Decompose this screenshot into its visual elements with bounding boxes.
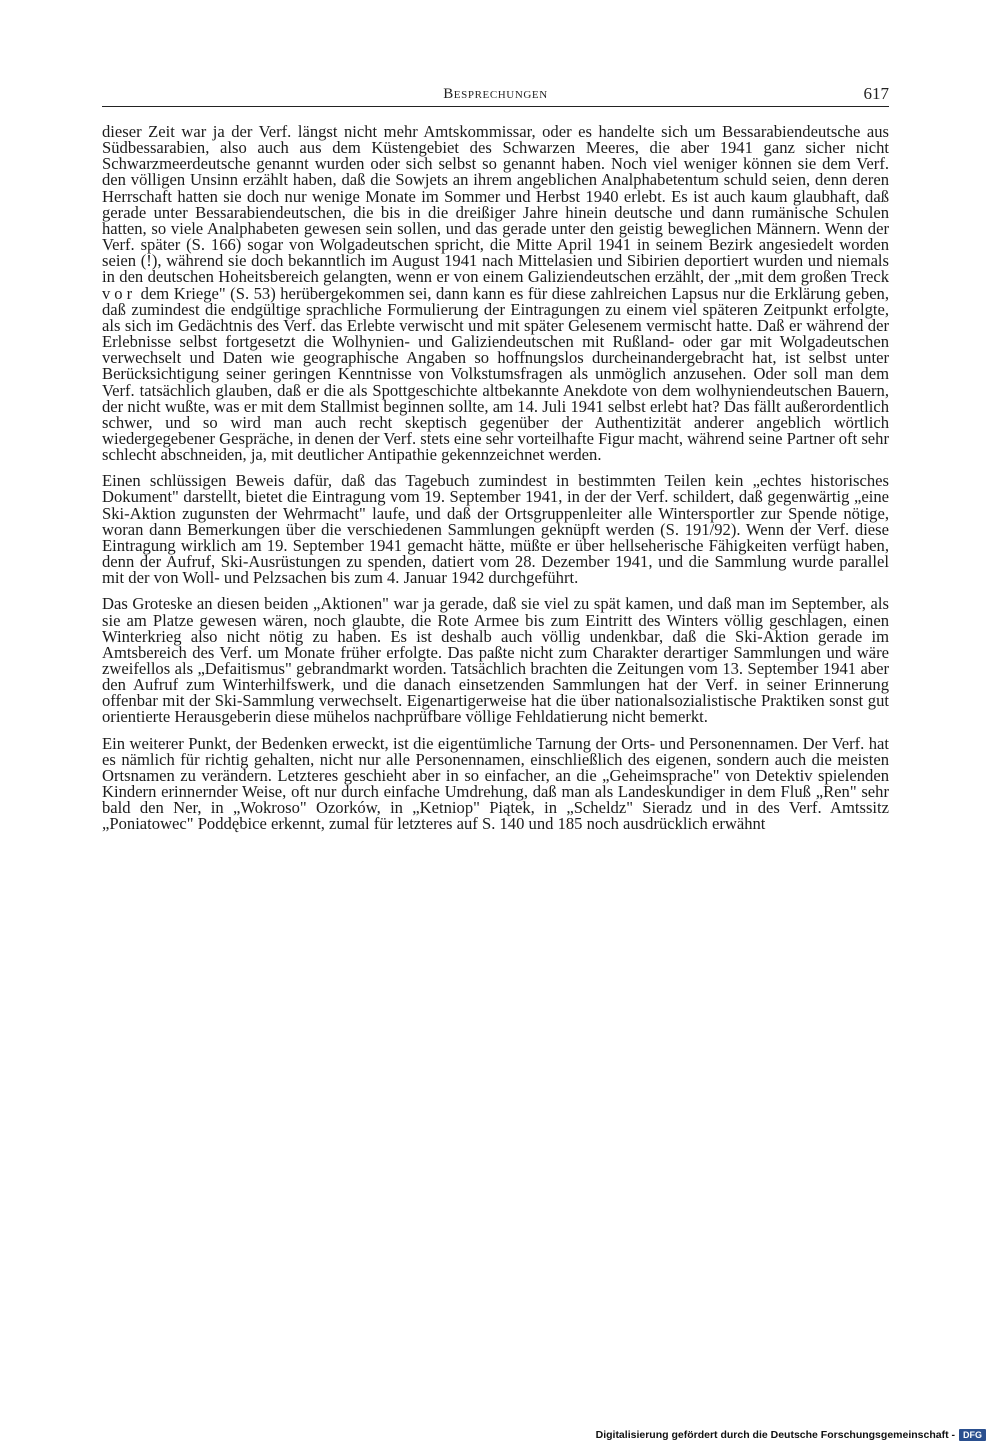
- paragraph-3: Das Groteske an diesen beiden „Aktionen" war ja gerade, daß sie viel zu spät kamen, und daß man im September, als sie am Platze gewesen wären, noch glaubte, die Rote Armee bis zum Eintritt des Winters völlig geschlagen, einen Winterkrieg also nicht nötig zu haben. Es ist deshalb auch völlig undenkbar, daß die Ski-Aktion gerade im Amtsbereich des Verf. um Monate früher erfolgte. Das paßte nicht zum Charakter derartiger Sammlungen und wäre zweifellos als „Defaitismus" gebrandmarkt worden. Tatsächlich brachten die Zeitungen vom 13. September 1941 aber den Aufruf zum Winterhilfswerk, und die danach einsetzenden Sammlungen hat der Verf. in seiner Erinnerung offenbar mit der Ski-Sammlung verwechselt. Eigenartigerweise hat die über nationalsozialistische Praktiken sonst gut orientierte Herausgeberin diese mühelos nachprüfbare völlige Fehldatierung nicht bemerkt.: [102, 594, 889, 727]
- spaced-emphasis: vor: [102, 283, 137, 303]
- digitization-footer: [596, 1429, 986, 1441]
- body-text: [102, 124, 889, 833]
- footer-text: Digitalisierung gefördert durch die Deutsche Forschungsgemeinschaft -: [595, 1429, 955, 1441]
- paragraph-2: Einen schlüssigen Beweis dafür, daß das Tagebuch zumindest in bestimmten Teilen kein „echtes historisches Dokument" darstellt, bietet die Eintragung vom 19. September 1941, in der der Verf. schildert, daß gegenwärtig „eine Ski-Aktion zugunsten der Wehrmacht" laufe, und daß der Ortsgruppenleiter alle Wintersportler zur Spende nötige, woran dann Bemerkungen über die verschiedenen Sammlungen geknüpft werden (S. 191/92). Wenn der Verf. diese Eintragung wirklich am 19. September 1941 gemacht hätte, müßte er über hellseherische Fähigkeiten verfügt haben, denn der Aufruf, Ski-Ausrüstungen zu spenden, datiert vom 28. Dezember 1941, und die Sammlung wurde parallel mit der von Woll- und Pelzsachen bis zum 4. Januar 1942 durchgeführt.: [102, 471, 889, 588]
- running-title: Besprechungen: [443, 86, 548, 102]
- page-number: 617: [863, 84, 889, 103]
- paragraph-1: [102, 124, 889, 463]
- running-header: [102, 84, 889, 107]
- dfg-logo-icon: DFG: [959, 1429, 986, 1441]
- paragraph-1-part-b: dem Kriege" (S. 53) herübergekommen sei, dann kann es für diese zahlreichen Lapsus nur die Erklärung geben, daß zumindest die endgültige sprachliche Formulierung der Eintragungen zu einem viel späteren Zeitpunkt erfolgte, als sich im Gedächtnis des Verf. das Erlebte verwischt und mit später Gelesenem vermischt hatte. Daß er während der Erlebnisse selbst fortgesetzt die Wolhynien- und Galiziendeutschen mit Rußland- oder gar mit Wolgadeutschen verwechselt und Daten wie geographische Angaben so hoffnungslos durcheinandergebracht hat, ist selbst unter Berücksichtigung seiner geringen Kenntnisse von Volkstumsfragen als unmöglich anzusehen. Oder soll man dem Verf. tatsächlich glauben, daß er die als Spottgeschichte altbekannte Anekdote von dem wolhyniendeutschen Bauern, der nicht wußte, was er mit dem Stallmist beginnen sollte, am 14. Juli 1941 selbst erlebt hat? Das fällt außerordentlich schwer, und so wird man auch recht skeptisch gegenüber der Authentizität anderer angeblich wörtlich wiedergegebener Gespräche, in denen der Verf. stets eine sehr vorteilhafte Figur macht, während seine Partner oft sehr schlecht abschneiden, ja, mit deutlicher Antipathie gekennzeichnet werden.: [102, 283, 889, 465]
- paragraph-1-part-a: dieser Zeit war ja der Verf. längst nicht mehr Amtskommissar, oder es handelte sich um Bessarabiendeutsche aus Südbessarabien, also auch aus dem Küstengebiet des Schwarzen Meeres, die aber 1941 ganz sicher nicht Schwarzmeerdeutsche genannt wurden oder sich selbst so genannt haben. Noch viel weniger können sie dem Verf. den völligen Unsinn erzählt haben, daß die Sowjets an ihrem angeblichen Analphabetentum schuld seien, denn deren Herrschaft hatten sie doch nur wenige Monate im Sommer und Herbst 1940 erlebt. Es ist auch kaum glaubhaft, daß gerade unter Bessarabiendeutschen, die bis in die dreißiger Jahre hinein deutsche und dann rumänische Schulen hatten, so viele Analphabeten gewesen sein sollen, und das gerade unter den geistig beweglichen Männern. Wenn der Verf. später (S. 166) sogar von Wolgadeutschen spricht, die Mitte April 1941 in seinem Bezirk angesiedelt worden seien (!), während sie doch bekanntlich im August 1941 nach Mittelasien und Sibirien deportiert wurden und niemals in den deutschen Hoheitsbereich gelangten, wenn er von einem Galiziendeutschen erzählt, der „mit dem großen Treck: [102, 122, 889, 287]
- paragraph-4: Ein weiterer Punkt, der Bedenken erweckt, ist die eigentümliche Tarnung der Orts- und Personennamen. Der Verf. hat es nämlich für richtig gehalten, nicht nur alle Personennamen, einschließlich des eigenen, sondern auch die meisten Ortsnamen zu verändern. Letzteres geschieht aber in so einfacher, an die „Geheimsprache" von Detektiv spielenden Kindern erinnernder Weise, oft nur durch einfache Umdrehung, daß man als Landeskundiger in dem Fluß „Ren" sehr bald den Ner, in „Wokroso" Ozorków, in „Ketniop" Piątek, in „Scheldz" Sieradz und in des Verf. Amtssitz „Poniatowec" Poddębice erkennt, zumal für letzteres auf S. 140 und 185 noch ausdrücklich erwähnt: [102, 733, 889, 834]
